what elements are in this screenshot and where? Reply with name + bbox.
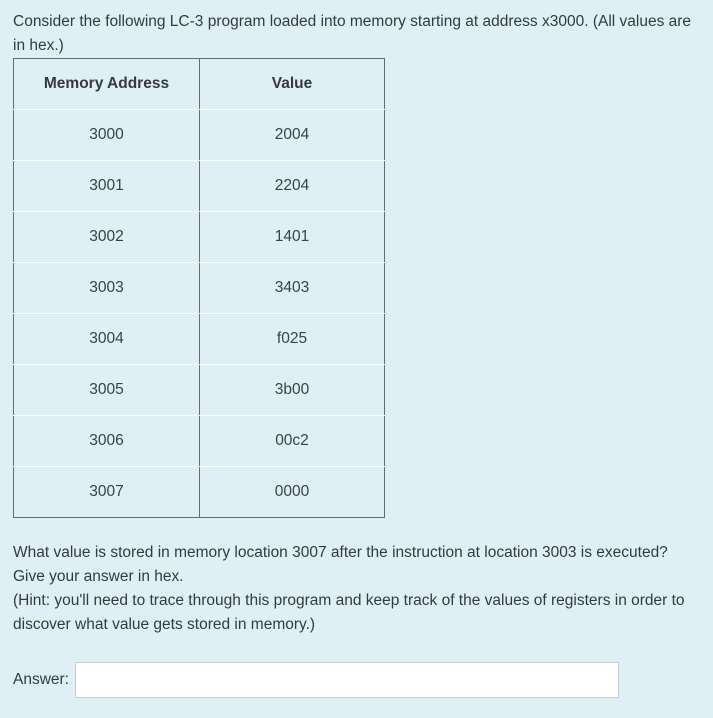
table-row [14, 314, 385, 365]
table-row [14, 416, 385, 467]
table-row [14, 467, 385, 518]
address-cell: 3000 [14, 110, 200, 161]
address-cell: 3007 [14, 467, 200, 518]
value-cell: 0000 [200, 467, 385, 518]
table-row [14, 365, 385, 416]
address-cell: 3004 [14, 314, 200, 365]
column-header-memory-address: Memory Address [14, 59, 200, 110]
question-hint: (Hint: you'll need to trace through this program and keep track of the values of registers in order to discover what value gets stored in memory.) [13, 592, 685, 633]
address-cell: 3006 [14, 416, 200, 467]
answer-row [13, 662, 619, 698]
memory-table [13, 58, 385, 518]
table-row [14, 263, 385, 314]
table-row [14, 161, 385, 212]
value-cell: 3b00 [200, 365, 385, 416]
question-text [13, 541, 693, 637]
answer-label: Answer: [13, 671, 69, 688]
value-cell: 2004 [200, 110, 385, 161]
value-cell: 1401 [200, 212, 385, 263]
table-header-row [14, 59, 385, 110]
answer-input[interactable] [75, 662, 619, 698]
address-cell: 3005 [14, 365, 200, 416]
question-intro: Consider the following LC-3 program loaded into memory starting at address x3000. (All values are in hex.) [13, 13, 692, 54]
column-header-value: Value [200, 59, 385, 110]
table-row [14, 212, 385, 263]
question-prompt: What value is stored in memory location 3007 after the instruction at location 3003 is executed? Give your answer in hex. [13, 544, 668, 585]
value-cell: 2204 [200, 161, 385, 212]
address-cell: 3001 [14, 161, 200, 212]
value-cell: f025 [200, 314, 385, 365]
address-cell: 3002 [14, 212, 200, 263]
address-cell: 3003 [14, 263, 200, 314]
table-row [14, 110, 385, 161]
value-cell: 00c2 [200, 416, 385, 467]
value-cell: 3403 [200, 263, 385, 314]
